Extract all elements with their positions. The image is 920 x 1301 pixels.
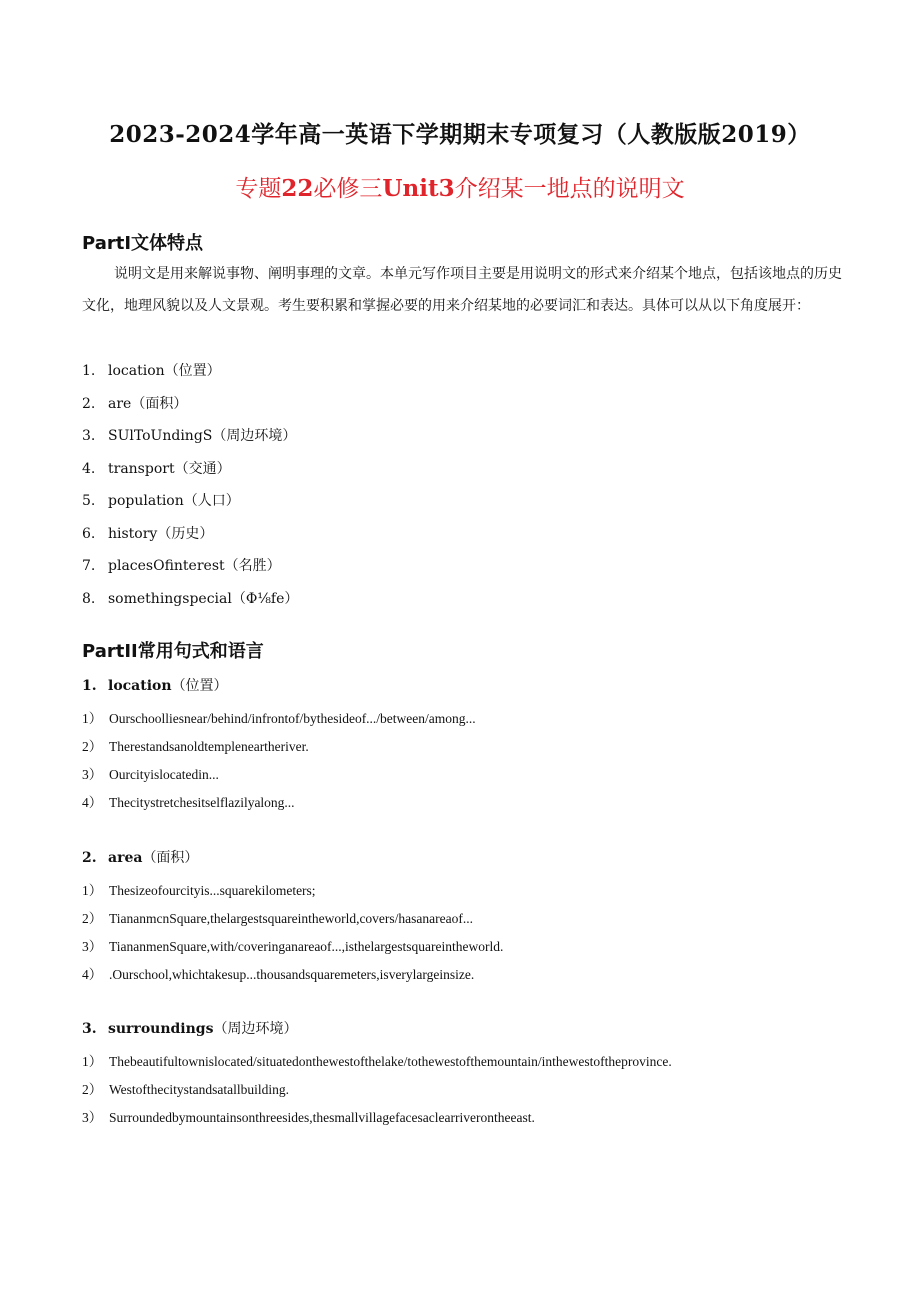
sentence-text: Ourcityislocatedin... <box>109 767 219 782</box>
sentence <box>82 1106 535 1126</box>
sentence-text: Ourschoolliesnear/behind/infrontof/bythesideof.../between/among... <box>109 711 476 726</box>
section-heading <box>82 847 198 867</box>
sentence-text: Therestandsanoldtempleneartheriver. <box>109 739 309 754</box>
sentence-number: 3） <box>82 1110 103 1125</box>
sentence-number: 1） <box>82 711 103 726</box>
section-heading <box>82 1018 297 1038</box>
item-number: 7. <box>82 558 96 574</box>
section-title-cn: （周边环境） <box>213 1021 298 1037</box>
section-number: 3. <box>82 1021 97 1037</box>
subtitle-topic: 介绍某一地点的说明文 <box>454 176 685 202</box>
section-heading <box>82 675 228 695</box>
document-subtitle <box>0 170 920 203</box>
item-number: 8. <box>82 591 96 607</box>
sentence <box>82 879 316 899</box>
section-title: area <box>108 850 143 866</box>
list-item <box>82 425 296 445</box>
list-item <box>82 393 187 413</box>
item-text: somethingspecial（Φ⅛fe） <box>108 591 299 607</box>
part1-heading: PartI文体特点 <box>82 233 204 254</box>
list-item <box>82 490 240 510</box>
section-title: surroundings <box>108 1021 214 1037</box>
sentence-number: 4） <box>82 795 103 810</box>
list-item <box>82 588 298 608</box>
sentence-text: TiananmcnSquare,thelargestsquareintheworld,covers/hasanareaof... <box>109 911 474 926</box>
part1-intro: 说明文是用来解说事物、阐明事理的文章。本单元写作项目主要是用说明文的形式来介绍某个地点，包括该地点的历史文化，地理风貌以及人文景观。考生要积累和掌握必要的用来介绍某地的必要词汇和表达。具体可以从以下角度展开： <box>82 266 842 314</box>
sentence <box>82 935 503 955</box>
list-item <box>82 555 281 575</box>
section-number: 1. <box>82 678 97 694</box>
subtitle-prefix: 专题 <box>235 176 282 202</box>
sentence-text: .Ourschool,whichtakesup...thousandsquaremeters,isverylargeinsize. <box>109 967 475 982</box>
section-title-cn: （位置） <box>171 678 228 694</box>
subtitle-book: 必修三 <box>313 176 383 202</box>
sentence-number: 3） <box>82 767 103 782</box>
subtitle-unit: Unit3 <box>382 175 455 202</box>
item-text: SUlToUndingS（周边环境） <box>108 428 297 444</box>
sentence <box>82 707 476 727</box>
sentence <box>82 735 309 755</box>
section-title: location <box>108 678 172 694</box>
sentence-number: 4） <box>82 967 103 982</box>
sentence-text: Westofthecitystandsatallbuilding. <box>109 1082 290 1097</box>
part2-heading: PartII常用句式和语言 <box>82 641 264 662</box>
item-text: location（位置） <box>108 363 221 379</box>
list-item <box>82 458 231 478</box>
item-text: population（人口） <box>108 493 240 509</box>
item-number: 3. <box>82 428 96 444</box>
sentence-number: 3） <box>82 939 103 954</box>
item-number: 1. <box>82 363 96 379</box>
sentence-text: TiananmenSquare,with/coveringanareaof...,isthelargestsquareintheworld. <box>109 939 504 954</box>
sentence <box>82 763 219 783</box>
sentence-number: 2） <box>82 739 103 754</box>
section-number: 2. <box>82 850 97 866</box>
document-title: 2023-2024学年高一英语下学期期末专项复习（人教版版2019） <box>109 121 811 148</box>
item-number: 6. <box>82 526 96 542</box>
sentence-number: 2） <box>82 1082 103 1097</box>
sentence-number: 1） <box>82 883 103 898</box>
sentence <box>82 791 295 811</box>
subtitle-number: 22 <box>281 175 314 202</box>
item-number: 4. <box>82 461 96 477</box>
sentence-text: Thecitystretchesitselflazilyalong... <box>109 795 295 810</box>
list-item <box>82 523 213 543</box>
sentence-number: 1） <box>82 1054 103 1069</box>
item-text: transport（交通） <box>108 461 231 477</box>
sentence <box>82 1050 672 1070</box>
sentence-text: Thebeautifultownislocated/situatedonthewestofthelake/tothewestofthemountain/inthewestoftheprovince. <box>109 1054 672 1069</box>
sentence <box>82 907 473 927</box>
item-number: 2. <box>82 396 96 412</box>
sentence <box>82 1078 289 1098</box>
sentence-text: Thesizeofourcityis...squarekilometers; <box>109 883 316 898</box>
sentence-text: Surroundedbymountainsonthreesides,thesmallvillagefacesaclearriverontheeast. <box>109 1110 535 1125</box>
item-text: placesOfinterest（名胜） <box>108 558 281 574</box>
item-number: 5. <box>82 493 96 509</box>
section-title-cn: （面积） <box>142 850 199 866</box>
sentence-number: 2） <box>82 911 103 926</box>
list-item <box>82 360 221 380</box>
item-text: are（面积） <box>108 396 188 412</box>
item-text: history（历史） <box>108 526 214 542</box>
sentence <box>82 963 474 983</box>
